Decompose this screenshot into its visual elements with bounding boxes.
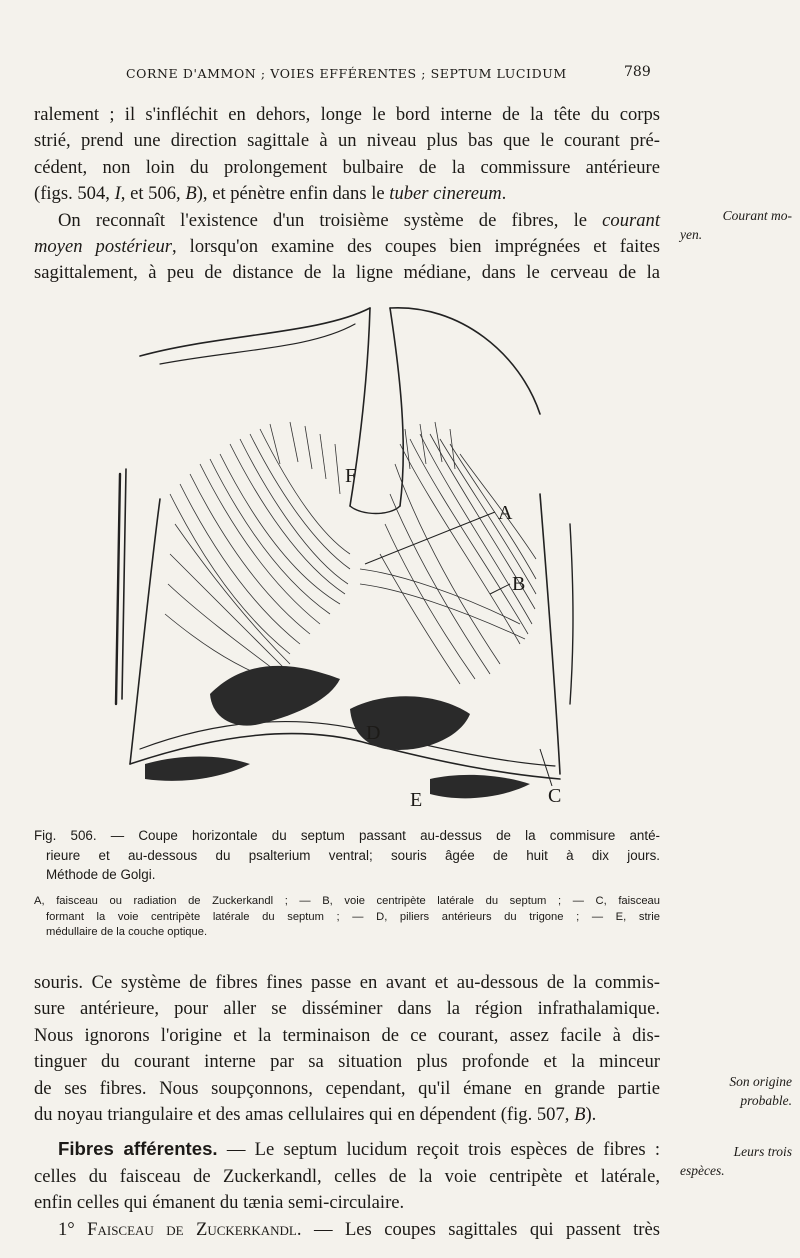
label-B: B [512, 573, 526, 595]
text-line: souris. Ce système de fibres fines passe en avant et au-dessous de la commis- [34, 972, 660, 993]
text-line: On reconnaît l'existence d'un troisième système de fibres, le courant [58, 209, 660, 231]
margin-note-courant-moyen: Courant mo- yen. [680, 208, 792, 242]
section-heading-fibres-afferentes: Fibres afférentes. [58, 1138, 218, 1160]
text-line: celles du faisceau de Zuckerkandl, celles de la voie centripète et latérale, [34, 1165, 660, 1187]
outline-stroke [390, 308, 540, 414]
text-line: (figs. 504, I, et 506, B), et pénètre enfin dans le tuber cinereum. [34, 183, 507, 205]
text-line: du noyau triangulaire et des amas cellulaires qui en dépendent (fig. 507, B). [34, 1104, 597, 1126]
text-line: ralement ; il s'infléchit en dehors, longe le bord interne de la tête du corps [34, 104, 660, 125]
outline-stroke [350, 506, 400, 514]
text-line: moyen postérieur, lorsqu'on examine des coupes bien imprégnées et faites [34, 236, 660, 258]
page-header [0, 62, 800, 86]
margin-note-leurs-trois: Leurs trois espèces. [680, 1144, 792, 1178]
vessel-stroke [122, 469, 126, 699]
text-line: strié, prend une direction sagittale à un niveau plus bas que le courant pré- [34, 130, 660, 152]
text-line: 1° Faisceau de Zuckerkandl. — Les coupes sagittales qui passent très [58, 1218, 660, 1240]
outline-stroke [540, 494, 560, 774]
bundle-bottom-left [145, 757, 250, 781]
caption-line: Fig. 506. — Coupe horizontale du septum passant au-dessus de la commisure anté- [34, 828, 660, 843]
text-line: sure antérieure, pour aller se disséminer dans la région infrathalamique. [34, 998, 660, 1020]
vessel-stroke [116, 474, 120, 704]
bundle-bottom-right [430, 775, 530, 798]
fiber-field-left [165, 422, 350, 679]
text-line: Nous ignorons l'origine et la terminaison de ce courant, assez facile à dis- [34, 1024, 660, 1046]
figure-legend [34, 894, 660, 941]
outline-stroke [160, 324, 355, 364]
fiber-field-right [360, 422, 536, 684]
bundle-left [210, 666, 340, 726]
text-line: Fibres afférentes. — Le septum lucidum reçoit trois espèces de fibres : [58, 1138, 660, 1161]
caption-line: Méthode de Golgi. [46, 867, 156, 882]
text-line: cédent, non loin du prolongement bulbaire de la commissure antérieure [34, 156, 660, 178]
dark-fiber-bundles [145, 666, 530, 798]
outline-stroke [140, 308, 370, 356]
outline-stroke [130, 499, 160, 764]
label-D: D [366, 722, 381, 744]
label-F: F [345, 465, 357, 487]
figure-caption [34, 826, 660, 885]
label-E: E [410, 789, 423, 811]
text-line: tinguer du courant interne par sa situation plus profonde et la minceur [34, 1051, 660, 1073]
subsection-heading-zuckerkandl: Faisceau de Zuckerkandl. [87, 1218, 302, 1240]
bottom-paragraphs [34, 970, 660, 1243]
figure-506-septum-section [100, 294, 590, 814]
legend-line: médullaire de la couche optique. [46, 926, 208, 938]
legend-line: formant la voie centripète latérale du septum ; — D, piliers antérieurs du trigone ; — E, strie [46, 910, 660, 923]
page-number: 789 [624, 64, 651, 80]
outline-stroke [570, 524, 573, 704]
margin-note-son-origine: Son origine probable. [729, 1074, 792, 1108]
caption-line: rieure et au-dessous du psalterium ventral; souris âgée de huit à dix jours. [46, 847, 660, 863]
text-line: de ses fibres. Nous soupçonnons, cependant, qu'il émane en grande partie [34, 1077, 660, 1099]
text-line: sagittalement, à peu de distance de la ligne médiane, dans le cerveau de la [34, 262, 660, 284]
text-line: enfin celles qui émanent du tænia semi-circulaire. [34, 1192, 405, 1214]
label-A: A [498, 502, 513, 524]
label-C: C [548, 785, 562, 807]
running-head: CORNE D'AMMON ; VOIES EFFÉRENTES ; SEPTUM LUCIDUM [126, 66, 567, 81]
legend-line: A, faisceau ou radiation de Zuckerkandl ; — B, voie centripète latérale du septum ; — C, faisceau [34, 895, 660, 907]
outline-stroke [390, 308, 403, 506]
top-paragraphs [34, 102, 660, 287]
